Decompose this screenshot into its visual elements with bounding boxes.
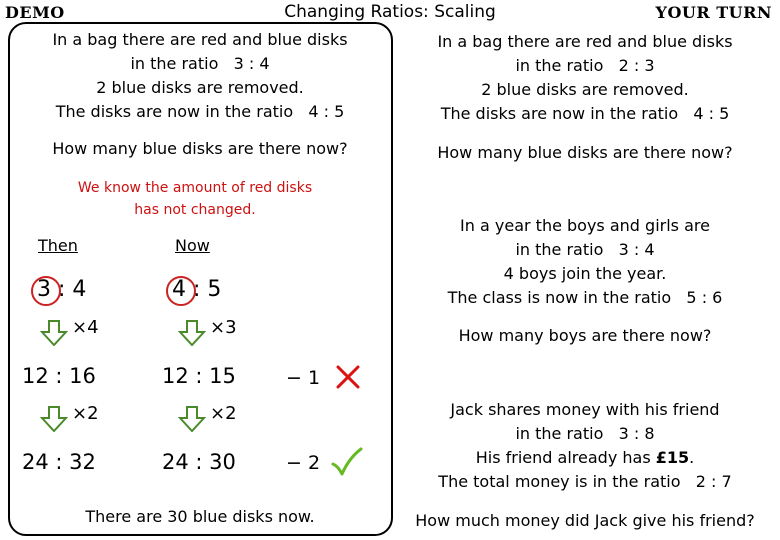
your-turn-question-3-ask: How much money did Jack give his friend?	[415, 511, 755, 530]
demo-question-text	[10, 28, 390, 124]
your-turn-question-2: In a year the boys and girls are in the ratio 3 : 4 4 boys join the year. The class is now in the ratio 5 : 6	[447, 216, 723, 307]
difference-label: − 2	[286, 452, 321, 474]
page-title: Changing Ratios: Scaling	[284, 2, 496, 22]
your-turn-question-1: In a bag there are red and blue disks in the ratio 2 : 3 2 blue disks are removed. The disks are now in the ratio 4 : 5	[437, 32, 733, 123]
multiplier-label: ×2	[210, 403, 237, 424]
demo-label: DEMO	[5, 3, 65, 22]
tick-icon	[330, 446, 364, 478]
then-ratio: 3 : 4	[37, 277, 87, 302]
your-turn-question-3: Jack shares money with his friend in the ratio 3 : 8 His friend already has £15. The total money is in the ratio 2 : 7	[438, 400, 732, 491]
cross-icon	[334, 363, 362, 391]
now-final-ratio: 24 : 30	[162, 450, 236, 474]
demo-line: in the ratio 3 : 4	[130, 54, 270, 73]
down-arrow-icon	[178, 406, 206, 432]
then-scaled-ratio: 12 : 16	[22, 364, 96, 388]
demo-line: 2 blue disks are removed.	[96, 78, 304, 97]
col-now-heading: Now	[175, 236, 210, 255]
multiplier-label: ×2	[72, 403, 99, 424]
col-then-heading: Then	[38, 236, 78, 255]
your-turn-question-2-ask: How many boys are there now?	[458, 326, 712, 345]
down-arrow-icon	[178, 320, 206, 346]
multiplier-label: ×4	[72, 317, 99, 338]
then-final-ratio: 24 : 32	[22, 450, 96, 474]
demo-question: How many blue disks are there now?	[52, 139, 348, 158]
your-turn-label: YOUR TURN	[655, 3, 772, 22]
now-scaled-ratio: 12 : 15	[162, 364, 236, 388]
your-turn-question-1-ask: How many blue disks are there now?	[437, 143, 733, 162]
down-arrow-icon	[40, 406, 68, 432]
demo-line: The disks are now in the ratio 4 : 5	[55, 102, 345, 121]
demo-hint: We know the amount of red disks has not changed.	[77, 180, 313, 218]
multiplier-label: ×3	[210, 317, 237, 338]
demo-answer: There are 30 blue disks now.	[85, 507, 315, 526]
down-arrow-icon	[40, 320, 68, 346]
difference-label: − 1	[286, 367, 321, 389]
demo-line: In a bag there are red and blue disks	[52, 30, 348, 49]
now-ratio: 4 : 5	[172, 277, 222, 302]
